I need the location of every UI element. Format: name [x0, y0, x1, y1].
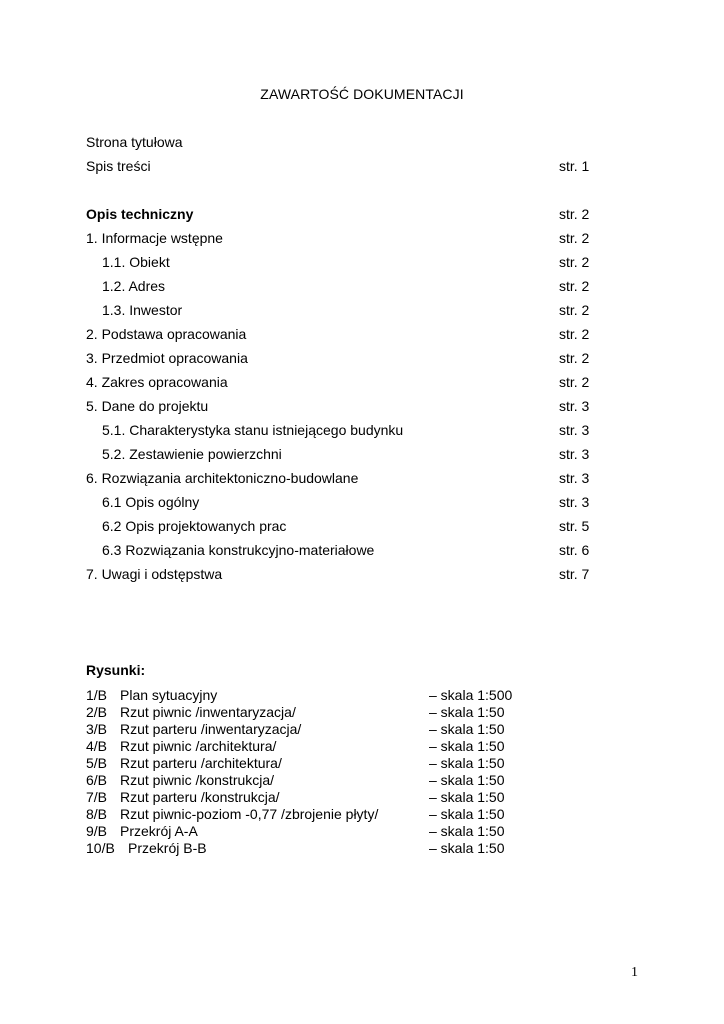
drawing-scale: – skala 1:50: [429, 755, 505, 771]
toc-entry-label: 3. Przedmiot opracowania: [86, 350, 248, 366]
toc-entry-label: 1. Informacje wstępne: [86, 230, 223, 246]
drawing-scale: – skala 1:50: [429, 704, 505, 720]
drawing-name: Rzut piwnic /inwentaryzacja/: [120, 704, 296, 720]
toc-entry-page: str. 7: [559, 566, 590, 582]
drawing-code: 1/B: [86, 687, 108, 703]
toc-technical-label: Opis techniczny: [86, 206, 194, 222]
toc-entry-label: 6. Rozwiązania architektoniczno-budowlane: [86, 470, 359, 486]
drawing-name: Przekrój A-A: [120, 823, 198, 839]
toc-entry-page: str. 3: [559, 446, 590, 462]
drawing-code: 2/B: [86, 704, 108, 720]
toc-entry-page: str. 2: [559, 230, 590, 246]
drawing-scale: – skala 1:50: [429, 738, 505, 754]
toc-entry-page: str. 3: [559, 494, 590, 510]
drawing-code: 5/B: [86, 755, 108, 771]
toc-entry-page: str. 2: [559, 254, 590, 270]
toc-entry-page: str. 6: [559, 542, 590, 558]
drawing-row: [86, 840, 546, 857]
toc-entry-page: str. 3: [559, 398, 590, 414]
drawing-name: Rzut parteru /inwentaryzacja/: [120, 721, 302, 737]
toc-entry-label: 5. Dane do projektu: [86, 398, 209, 414]
toc-entry-label: 1.2. Adres: [102, 278, 166, 294]
toc-entry-label: 4. Zakres opracowania: [86, 374, 228, 390]
drawing-name: Rzut piwnic /konstrukcja/: [120, 772, 275, 788]
toc-entry-label: 1.1. Obiekt: [102, 254, 170, 270]
drawing-scale: – skala 1:500: [429, 687, 513, 703]
toc-contents-page: str. 1: [559, 158, 590, 174]
document-title: ZAWARTOŚĆ DOKUMENTACJI: [260, 86, 464, 102]
toc-entry-label: 2. Podstawa opracowania: [86, 326, 247, 342]
drawing-name: Rzut parteru /konstrukcja/: [120, 789, 280, 805]
toc-entry-label: 5.1. Charakterystyka stanu istniejącego budynku: [102, 422, 404, 438]
toc-entry-label: 5.2. Zestawienie powierzchni: [102, 446, 282, 462]
drawing-name: Rzut piwnic-poziom -0,77 /zbrojenie płyty/: [120, 806, 379, 822]
drawing-name: Rzut piwnic /architektura/: [120, 738, 277, 754]
toc-technical-page: str. 2: [559, 206, 590, 222]
drawings-heading: Rysunki:: [86, 662, 146, 678]
toc-entry-page: str. 2: [559, 302, 590, 318]
toc-entry-page: str. 5: [559, 518, 590, 534]
drawing-row: [86, 789, 546, 806]
drawing-name: Przekrój B-B: [128, 840, 207, 856]
toc-cover-page: Strona tytułowa: [86, 134, 183, 150]
drawing-scale: – skala 1:50: [429, 806, 505, 822]
toc-entry-page: str. 2: [559, 374, 590, 390]
toc-entry-page: str. 3: [559, 422, 590, 438]
toc-entry-label: 7. Uwagi i odstępstwa: [86, 566, 223, 582]
drawing-row: [86, 755, 546, 772]
drawing-code: 6/B: [86, 772, 108, 788]
toc-entry-page: str. 2: [559, 278, 590, 294]
drawing-code: 9/B: [86, 823, 108, 839]
drawing-row: [86, 704, 546, 721]
drawing-row: [86, 738, 546, 755]
drawing-scale: – skala 1:50: [429, 840, 505, 856]
drawing-code: 8/B: [86, 806, 108, 822]
drawing-scale: – skala 1:50: [429, 721, 505, 737]
drawing-code: 7/B: [86, 789, 108, 805]
toc-entry-label: 6.2 Opis projektowanych prac: [102, 518, 287, 534]
toc-entry-label: 6.1 Opis ogólny: [102, 494, 200, 510]
drawing-row: [86, 687, 546, 704]
drawing-scale: – skala 1:50: [429, 772, 505, 788]
toc-entry-label: 1.3. Inwestor: [102, 302, 183, 318]
drawing-scale: – skala 1:50: [429, 789, 505, 805]
drawing-row: [86, 772, 546, 789]
drawing-code: 10/B: [86, 840, 115, 856]
drawing-name: Plan sytuacyjny: [120, 687, 218, 703]
toc-contents-label: Spis treści: [86, 158, 151, 174]
drawing-row: [86, 721, 546, 738]
drawing-code: 3/B: [86, 721, 108, 737]
toc-entry-page: str. 3: [559, 470, 590, 486]
drawing-code: 4/B: [86, 738, 108, 754]
page-number: 1: [631, 965, 638, 980]
drawing-name: Rzut parteru /architektura/: [120, 755, 282, 771]
toc-entry-page: str. 2: [559, 326, 590, 342]
drawing-scale: – skala 1:50: [429, 823, 505, 839]
drawing-row: [86, 823, 546, 840]
toc-entry-label: 6.3 Rozwiązania konstrukcyjno-materiałowe: [102, 542, 375, 558]
drawing-row: [86, 806, 546, 823]
toc-entry-page: str. 2: [559, 350, 590, 366]
